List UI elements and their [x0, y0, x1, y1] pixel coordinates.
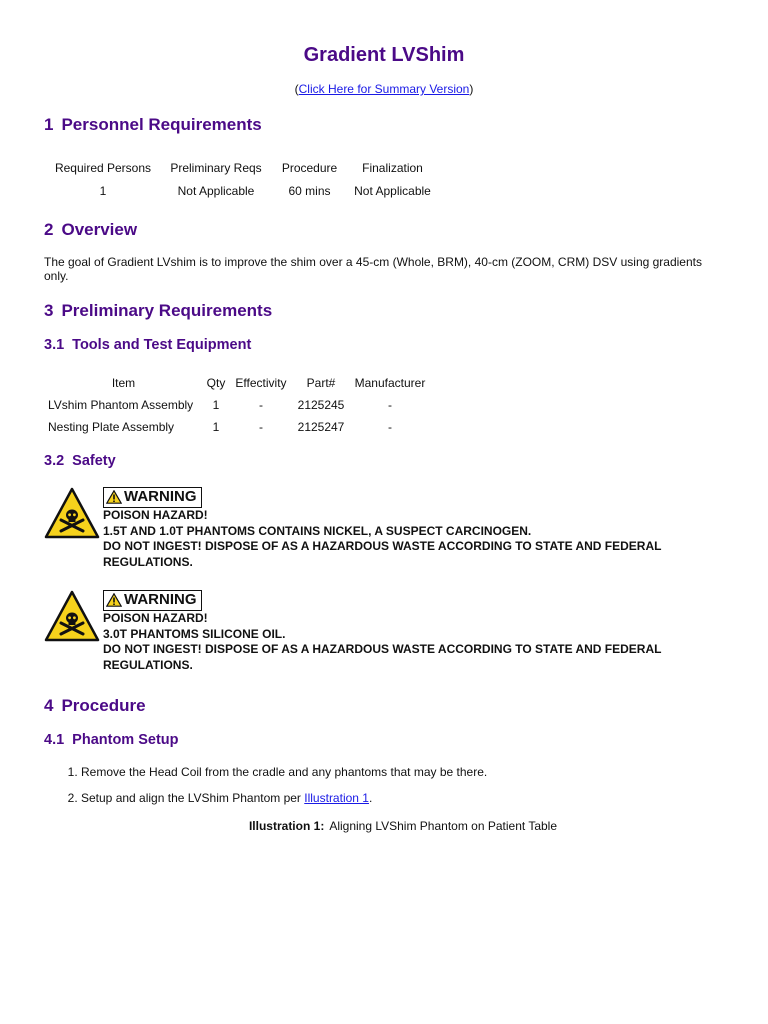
- section-number: 1: [44, 115, 54, 134]
- section-heading-preliminary: [44, 301, 272, 321]
- section-number: 2: [44, 220, 54, 239]
- summary-open-paren: (: [294, 82, 299, 96]
- warning-line: POISON HAZARD!: [103, 611, 208, 625]
- section-title: Preliminary Requirements: [61, 301, 273, 320]
- warning-triangle-icon: [106, 490, 122, 504]
- overview-paragraph: The goal of Gradient LVshim is to improve the shim over a 45-cm (Whole, BRM), 40-cm (ZOOM, CRM) DSV using gradients only.: [44, 255, 702, 283]
- summary-link-line: [0, 82, 768, 96]
- caption-text: Aligning LVShim Phantom on Patient Table: [329, 819, 558, 833]
- table-header-cell: Manufacturer: [354, 375, 426, 390]
- section-title: Safety: [72, 453, 116, 469]
- table-header-cell: Required Persons: [54, 160, 152, 175]
- table-cell: 1: [212, 398, 220, 412]
- illustration-caption: [0, 819, 768, 833]
- section-number: 3.1: [44, 337, 65, 353]
- section-title: Phantom Setup: [72, 732, 179, 748]
- warning-line: DO NOT INGEST! DISPOSE OF AS A HAZARDOUS WASTE ACCORDING TO STATE AND FEDERAL REGULATIONS.: [103, 539, 662, 569]
- list-item: [81, 765, 761, 779]
- table-header-cell: Procedure: [281, 160, 338, 175]
- section-heading-personnel: [44, 115, 262, 135]
- warning-triangle-icon: [106, 593, 122, 607]
- warning-label: WARNING: [124, 591, 197, 608]
- table-cell: 1: [99, 184, 107, 198]
- table-header-cell: Item: [111, 375, 136, 390]
- procedure-steps: [44, 765, 761, 817]
- caption-label: Illustration 1:: [248, 819, 325, 833]
- table-header-cell: Effectivity: [235, 375, 287, 390]
- warning-line: 1.5T AND 1.0T PHANTOMS CONTAINS NICKEL, A SUSPECT CARCINOGEN.: [103, 523, 532, 538]
- poison-hazard-icon: [44, 487, 100, 539]
- section-number: 3.2: [44, 453, 65, 469]
- table-row: [45, 416, 430, 438]
- table-row: [47, 181, 439, 201]
- summary-version-link[interactable]: Click Here for Summary Version: [298, 82, 470, 96]
- warning-badge: [103, 590, 202, 611]
- warning-label: WARNING: [124, 488, 197, 505]
- section-title: Tools and Test Equipment: [72, 337, 252, 353]
- table-cell: -: [388, 420, 392, 434]
- table-cell: Nesting Plate Assembly: [48, 420, 175, 434]
- warning-block: [44, 590, 724, 680]
- section-heading-overview: [44, 220, 137, 240]
- table-cell: -: [259, 420, 263, 434]
- step-text: .: [368, 791, 373, 805]
- warning-line: DO NOT INGEST! DISPOSE OF AS A HAZARDOUS WASTE ACCORDING TO STATE AND FEDERAL REGULATIONS.: [103, 642, 662, 672]
- warning-badge: [103, 487, 202, 508]
- section-number: 4: [44, 696, 54, 715]
- table-cell: LVshim Phantom Assembly: [48, 398, 194, 412]
- section-title: Overview: [61, 220, 138, 239]
- table-header-cell: Part#: [306, 375, 336, 390]
- section-number: 4.1: [44, 732, 65, 748]
- warning-line: POISON HAZARD!: [103, 508, 208, 522]
- subsection-heading-tools: [44, 337, 251, 353]
- list-item: [81, 791, 761, 805]
- step-text: Remove the Head Coil from the cradle and any phantoms that may be there.: [81, 765, 488, 779]
- section-title: Personnel Requirements: [61, 115, 262, 134]
- table-cell: 2125245: [297, 398, 345, 412]
- subsection-heading-safety: [44, 453, 116, 469]
- table-header-row: [47, 154, 439, 181]
- step-text: Setup and align the LVShim Phantom per: [81, 791, 305, 805]
- table-cell: Not Applicable: [354, 184, 431, 198]
- subsection-heading-phantom-setup: [44, 732, 179, 748]
- warning-line: 3.0T PHANTOMS SILICONE OIL.: [103, 626, 286, 641]
- table-cell: 1: [212, 420, 220, 434]
- table-header-cell: Finalization: [362, 160, 423, 175]
- table-cell: -: [259, 398, 263, 412]
- table-cell: -: [388, 398, 392, 412]
- table-header-cell: Qty: [206, 375, 226, 390]
- table-cell: 2125247: [297, 420, 345, 434]
- tools-table: [45, 371, 430, 438]
- table-header-cell: Preliminary Reqs: [170, 160, 262, 175]
- table-row: [45, 394, 430, 416]
- warning-text: [103, 590, 723, 673]
- table-header-row: [45, 371, 430, 394]
- section-title: Procedure: [61, 696, 146, 715]
- warning-block: [44, 487, 724, 577]
- document-title: Gradient LVShim: [303, 44, 465, 66]
- poison-hazard-icon: [44, 590, 100, 642]
- section-number: 3: [44, 301, 54, 320]
- personnel-table: [47, 154, 439, 201]
- illustration-1-link[interactable]: Illustration 1: [304, 791, 369, 805]
- summary-close-paren: ): [469, 82, 474, 96]
- table-cell: 60 mins: [288, 184, 331, 198]
- table-cell: Not Applicable: [177, 184, 255, 198]
- warning-text: [103, 487, 723, 570]
- section-heading-procedure: [44, 696, 146, 716]
